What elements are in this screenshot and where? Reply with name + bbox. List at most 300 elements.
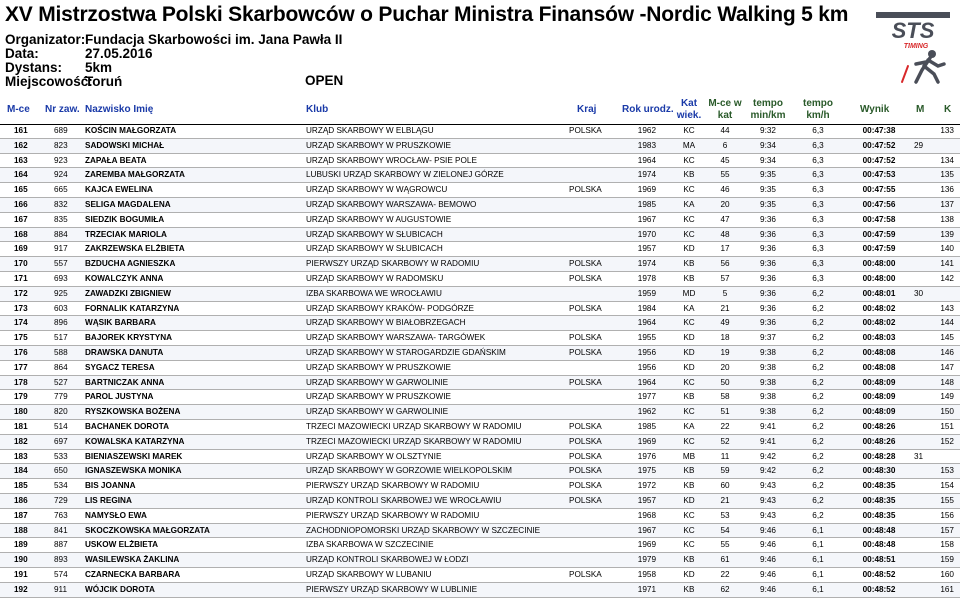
table-cell: 6,2	[812, 436, 824, 446]
table-cell: URZĄD SKARBOWY W PRUSZKOWIE	[306, 140, 451, 150]
table-cell: 923	[54, 155, 68, 165]
table-row	[0, 376, 960, 391]
table-cell: 650	[54, 466, 68, 476]
table-cell: 150	[940, 407, 954, 417]
table-cell: 9:43	[760, 495, 776, 505]
table-cell: 603	[54, 303, 68, 313]
table-cell: USKOW ELŻBIETA	[85, 540, 159, 550]
meta-label: Organizator:	[5, 32, 86, 47]
table-cell: 47	[720, 214, 730, 224]
table-cell: PIERWSZY URZĄD SKARBOWY W LUBLINIE	[306, 584, 478, 594]
table-row	[0, 257, 960, 272]
table-cell: 134	[940, 155, 954, 165]
table-row	[0, 464, 960, 479]
table-row	[0, 405, 960, 420]
table-cell: SKOCZKOWSKA MAŁGORZATA	[85, 525, 210, 535]
table-cell: WASILEWSKA ŻAKLINA	[85, 555, 180, 565]
table-cell: 1956	[637, 362, 656, 372]
table-cell: 56	[720, 259, 730, 269]
table-cell: 574	[54, 569, 68, 579]
table-cell: SYGACZ TERESA	[85, 362, 155, 372]
table-cell: 693	[54, 273, 68, 283]
table-cell: 1969	[637, 540, 656, 550]
table-cell: 141	[940, 259, 954, 269]
table-cell: 57	[720, 273, 730, 283]
table-cell: 1971	[637, 584, 656, 594]
table-cell: 533	[54, 451, 68, 461]
table-row	[0, 346, 960, 361]
table-cell: 9:35	[760, 199, 776, 209]
table-cell: MB	[682, 451, 696, 461]
table-cell: 19	[720, 347, 730, 357]
table-cell: 45	[720, 155, 730, 165]
table-cell: 00:47:52	[862, 140, 896, 150]
table-cell: 729	[54, 495, 68, 505]
table-cell: SELIGA MAGDALENA	[85, 199, 171, 209]
table-cell: 9:36	[760, 229, 776, 239]
table-cell: 44	[720, 126, 730, 135]
table-cell: 1970	[637, 229, 656, 239]
table-cell: 9:41	[760, 421, 776, 431]
table-cell: 59	[720, 466, 730, 476]
table-cell: 161	[14, 126, 28, 135]
table-cell: TRZECIAK MARIOLA	[85, 229, 167, 239]
table-cell: 31	[914, 451, 924, 461]
table-cell: KC	[683, 436, 695, 446]
table-cell: KC	[683, 214, 695, 224]
table-cell: 189	[14, 540, 28, 550]
table-cell: 137	[940, 199, 954, 209]
table-cell: 6,3	[812, 259, 824, 269]
table-cell: 6,3	[812, 155, 824, 165]
table-cell: 48	[720, 229, 730, 239]
table-cell: 517	[54, 333, 68, 343]
table-cell: POLSKA	[569, 333, 602, 343]
table-cell: 145	[940, 333, 954, 343]
table-cell: 182	[14, 436, 28, 446]
table-cell: 1958	[637, 569, 656, 579]
table-cell: 6,3	[812, 229, 824, 239]
table-cell: KD	[683, 244, 695, 254]
meta-value: 5km	[85, 60, 113, 75]
table-cell: 54	[720, 525, 730, 535]
table-row	[0, 213, 960, 228]
table-cell: 6,2	[812, 421, 824, 431]
col-mcew: M-ce w	[708, 98, 742, 109]
table-cell: 18	[720, 333, 730, 343]
table-row	[0, 494, 960, 509]
table-cell: KA	[683, 199, 695, 209]
table-cell: 1955	[637, 333, 656, 343]
table-cell: 143	[940, 303, 954, 313]
table-cell: 58	[720, 392, 730, 402]
table-cell: 00:47:52	[862, 155, 896, 165]
table-cell: KB	[683, 170, 695, 180]
category-label: OPEN	[305, 73, 344, 88]
table-cell: 925	[54, 288, 68, 298]
table-cell: POLSKA	[569, 185, 602, 195]
table-row	[0, 361, 960, 376]
table-cell: ZAREMBA MAŁGORZATA	[85, 170, 185, 180]
table-cell: 138	[940, 214, 954, 224]
table-cell: POLSKA	[569, 466, 602, 476]
table-cell: POLSKA	[569, 481, 602, 491]
table-cell: URZĄD SKARBOWY W SŁUBICACH	[306, 229, 443, 239]
table-cell: URZĄD SKARBOWY W PRUSZKOWIE	[306, 362, 451, 372]
table-row	[0, 316, 960, 331]
table-cell: WĄSIK BARBARA	[85, 318, 156, 328]
table-cell: 514	[54, 421, 68, 431]
table-cell: KA	[683, 303, 695, 313]
table-cell: 171	[14, 273, 28, 283]
table-cell: 00:47:59	[862, 229, 896, 239]
table-cell: TRZECI MAZOWIECKI URZĄD SKARBOWY W RADOMIU	[306, 436, 522, 446]
table-cell: 186	[14, 495, 28, 505]
table-cell: 1968	[637, 510, 656, 520]
table-cell: 665	[54, 185, 68, 195]
table-cell: 179	[14, 392, 28, 402]
table-cell: 9:38	[760, 362, 776, 372]
table-cell: 9:36	[760, 259, 776, 269]
table-cell: 9:46	[760, 525, 776, 535]
table-cell: 1967	[637, 214, 656, 224]
table-cell: 62	[720, 584, 730, 594]
table-cell: 1957	[637, 495, 656, 505]
table-cell: 6,3	[812, 214, 824, 224]
table-cell: 1976	[637, 451, 656, 461]
table-cell: 924	[54, 170, 68, 180]
table-cell: 6,3	[812, 273, 824, 283]
table-cell: 6,1	[812, 555, 824, 565]
results-table	[0, 124, 960, 598]
table-cell: 00:48:48	[862, 525, 896, 535]
table-cell: 6,1	[812, 525, 824, 535]
table-cell: 884	[54, 229, 68, 239]
table-cell: 1979	[637, 555, 656, 565]
table-cell: 697	[54, 436, 68, 446]
table-cell: 20	[720, 362, 730, 372]
col-kat-sub: wiek.	[676, 110, 702, 121]
table-cell: 1983	[637, 140, 656, 150]
table-cell: 9:35	[760, 170, 776, 180]
table-cell: 9:42	[760, 466, 776, 476]
table-cell: IZBA SKARBOWA W SZCZECINIE	[306, 540, 434, 550]
table-cell: URZĄD SKARBOWY W STAROGARDZIE GDAŃSKIM	[306, 347, 506, 357]
table-cell: 557	[54, 259, 68, 269]
table-cell: 6,1	[812, 540, 824, 550]
table-cell: 9:43	[760, 481, 776, 491]
table-cell: 1957	[637, 244, 656, 254]
table-cell: 139	[940, 229, 954, 239]
table-cell: 1964	[637, 377, 656, 387]
table-cell: 157	[940, 525, 954, 535]
table-cell: 6,2	[812, 347, 824, 357]
table-row	[0, 139, 960, 154]
table-cell: 46	[720, 185, 730, 195]
table-cell: 1969	[637, 436, 656, 446]
table-cell: 823	[54, 140, 68, 150]
table-row	[0, 538, 960, 553]
table-cell: KC	[683, 525, 695, 535]
table-cell: 187	[14, 510, 28, 520]
col-nr: Nr zaw.	[45, 104, 80, 115]
table-cell: 185	[14, 481, 28, 491]
table-cell: 6,3	[812, 140, 824, 150]
table-cell: URZĄD SKARBOWY W AUGUSTOWIE	[306, 214, 452, 224]
table-cell: 6	[722, 140, 728, 150]
table-cell: 1969	[637, 185, 656, 195]
table-cell: 820	[54, 407, 68, 417]
table-cell: 1974	[637, 170, 656, 180]
table-cell: 00:48:09	[862, 392, 896, 402]
table-cell: 55	[720, 540, 730, 550]
table-cell: 527	[54, 377, 68, 387]
table-cell: URZĄD SKARBOWY WARSZAWA- BEMOWO	[306, 199, 477, 209]
table-cell: 832	[54, 199, 68, 209]
table-cell: 6,2	[812, 481, 824, 491]
table-cell: 173	[14, 303, 28, 313]
table-cell: 9:42	[760, 451, 776, 461]
page-title: XV Mistrzostwa Polski Skarbowców o Puchar Ministra Finansów -Nordic Walking 5 km	[5, 3, 849, 26]
table-cell: SADOWSKI MICHAŁ	[85, 140, 165, 150]
table-cell: 9:36	[760, 273, 776, 283]
table-cell: 9:34	[760, 155, 776, 165]
table-cell: URZĄD SKARBOWY W ELBLĄGU	[306, 126, 434, 135]
table-cell: 133	[940, 126, 954, 135]
table-cell: 00:48:48	[862, 540, 896, 550]
table-cell: POLSKA	[569, 377, 602, 387]
table-cell: 00:47:59	[862, 244, 896, 254]
table-cell: LUBUSKI URZĄD SKARBOWY W ZIELONEJ GÓRZE	[306, 170, 504, 180]
table-cell: 887	[54, 540, 68, 550]
table-cell: 00:47:53	[862, 170, 896, 180]
table-row	[0, 450, 960, 465]
table-row	[0, 553, 960, 568]
table-cell: 164	[14, 170, 28, 180]
table-cell: KB	[683, 584, 695, 594]
table-cell: 00:48:08	[862, 347, 896, 357]
table-cell: 180	[14, 407, 28, 417]
table-cell: 174	[14, 318, 28, 328]
table-cell: 191	[14, 569, 28, 579]
table-cell: RYSZKOWSKA BOŻENA	[85, 407, 181, 417]
table-row	[0, 183, 960, 198]
table-cell: 6,3	[812, 126, 824, 135]
table-cell: 136	[940, 185, 954, 195]
table-cell: 763	[54, 510, 68, 520]
table-cell: KB	[683, 273, 695, 283]
table-cell: KA	[683, 421, 695, 431]
table-cell: 588	[54, 347, 68, 357]
table-cell: 893	[54, 555, 68, 565]
table-cell: 00:48:35	[862, 510, 896, 520]
table-cell: 6,1	[812, 569, 824, 579]
table-cell: 176	[14, 347, 28, 357]
table-cell: ZACHODNIOPOMORSKI URZĄD SKARBOWY W SZCZECINIE	[306, 525, 541, 535]
table-cell: 160	[940, 569, 954, 579]
table-cell: 1978	[637, 273, 656, 283]
table-cell: 00:48:35	[862, 481, 896, 491]
sts-timing-logo-icon	[872, 8, 954, 84]
table-cell: POLSKA	[569, 273, 602, 283]
table-cell: KB	[683, 259, 695, 269]
table-cell: 9:38	[760, 347, 776, 357]
table-cell: KOWALSKA KATARZYNA	[85, 436, 185, 446]
table-cell: 00:48:30	[862, 466, 896, 476]
table-cell: ZAKRZEWSKA ELŻBIETA	[85, 244, 185, 254]
table-cell: 165	[14, 185, 28, 195]
table-cell: KB	[683, 555, 695, 565]
table-cell: 00:48:28	[862, 451, 896, 461]
table-cell: URZĄD SKARBOWY W OLSZTYNIE	[306, 451, 442, 461]
table-cell: KD	[683, 495, 695, 505]
table-cell: 6,3	[812, 244, 824, 254]
col-country: Kraj	[577, 104, 597, 115]
table-cell: 1974	[637, 259, 656, 269]
table-cell: 135	[940, 170, 954, 180]
table-cell: URZĄD SKARBOWY WROCŁAW- PSIE POLE	[306, 155, 477, 165]
table-cell: PIERWSZY URZĄD SKARBOWY W RADOMIU	[306, 481, 480, 491]
table-cell: 9:35	[760, 185, 776, 195]
col-mce: M-ce	[7, 104, 30, 115]
col-tempo1: tempo	[753, 98, 783, 109]
table-cell: 6,2	[812, 392, 824, 402]
table-cell: 170	[14, 259, 28, 269]
col-k: K	[944, 104, 952, 115]
table-cell: 00:48:08	[862, 362, 896, 372]
table-row	[0, 435, 960, 450]
table-cell: PIERWSZY URZĄD SKARBOWY W RADOMIU	[306, 259, 480, 269]
table-cell: 00:48:02	[862, 303, 896, 313]
table-cell: POLSKA	[569, 451, 602, 461]
table-cell: 1975	[637, 466, 656, 476]
table-cell: 1964	[637, 155, 656, 165]
table-cell: 9:32	[760, 126, 776, 135]
table-cell: 9:46	[760, 540, 776, 550]
table-header	[0, 92, 960, 125]
table-cell: 1956	[637, 347, 656, 357]
table-row	[0, 420, 960, 435]
table-cell: 1985	[637, 199, 656, 209]
table-cell: BIENIASZEWSKI MAREK	[85, 451, 183, 461]
table-cell: 158	[940, 540, 954, 550]
table-cell: KB	[683, 466, 695, 476]
table-cell: URZĄD SKARBOWY W SŁUBICACH	[306, 244, 443, 254]
table-cell: KC	[683, 377, 695, 387]
table-cell: TRZECI MAZOWIECKI URZĄD SKARBOWY W RADOMIU	[306, 421, 522, 431]
col-mcew-sub: kat	[717, 110, 733, 121]
table-cell: 168	[14, 229, 28, 239]
table-cell: 6,2	[812, 495, 824, 505]
meta-value: Toruń	[85, 74, 123, 89]
table-cell: 6,2	[812, 510, 824, 520]
table-row	[0, 479, 960, 494]
table-cell: 00:48:00	[862, 273, 896, 283]
table-cell: 00:48:51	[862, 555, 896, 565]
meta-value: Fundacja Skarbowości im. Jana Pawła II	[85, 32, 343, 47]
table-cell: 1977	[637, 392, 656, 402]
table-row	[0, 331, 960, 346]
meta-label: Dystans:	[5, 60, 63, 75]
table-cell: 6,3	[812, 185, 824, 195]
table-cell: KC	[683, 229, 695, 239]
table-cell: 6,2	[812, 318, 824, 328]
table-cell: 6,2	[812, 407, 824, 417]
table-cell: 00:48:09	[862, 377, 896, 387]
table-row	[0, 390, 960, 405]
table-cell: KC	[683, 318, 695, 328]
table-cell: 5	[722, 288, 728, 298]
table-cell: 1985	[637, 421, 656, 431]
table-cell: KC	[683, 185, 695, 195]
table-row	[0, 568, 960, 583]
table-cell: 55	[720, 170, 730, 180]
logo-sub: TIMING	[903, 43, 929, 50]
table-cell: 9:38	[760, 392, 776, 402]
table-row	[0, 509, 960, 524]
table-cell: 779	[54, 392, 68, 402]
table-cell: 9:41	[760, 436, 776, 446]
table-cell: 00:48:01	[862, 288, 896, 298]
table-row	[0, 154, 960, 169]
meta-label: Data:	[5, 46, 39, 61]
table-row	[0, 124, 960, 139]
table-cell: 49	[720, 318, 730, 328]
table-row	[0, 302, 960, 317]
table-cell: 17	[720, 244, 730, 254]
table-cell: 00:48:09	[862, 407, 896, 417]
table-cell: 175	[14, 333, 28, 343]
table-cell: URZĄD SKARBOWY WARSZAWA- TARGÓWEK	[306, 333, 486, 343]
table-cell: 53	[720, 510, 730, 520]
table-cell: 9:38	[760, 407, 776, 417]
table-cell: URZĄD SKARBOWY KRAKÓW- PODGÓRZE	[306, 303, 475, 313]
table-row	[0, 524, 960, 539]
table-cell: POLSKA	[569, 259, 602, 269]
table-cell: NAMYSŁO EWA	[85, 510, 147, 520]
table-cell: 184	[14, 466, 28, 476]
table-cell: KB	[683, 392, 695, 402]
table-cell: 1959	[637, 288, 656, 298]
table-cell: URZĄD KONTROLI SKARBOWEJ W ŁODZI	[306, 555, 469, 565]
col-tempo1-sub: min/km	[750, 110, 786, 121]
table-cell: IGNASZEWSKA MONIKA	[85, 466, 182, 476]
meta-label: Miejscowość:	[5, 74, 93, 89]
table-cell: 6,1	[812, 584, 824, 594]
table-cell: 178	[14, 377, 28, 387]
table-cell: 6,3	[812, 170, 824, 180]
table-cell: KC	[683, 510, 695, 520]
table-row	[0, 287, 960, 302]
meta-distance	[5, 60, 112, 75]
table-cell: 9:38	[760, 377, 776, 387]
table-cell: 896	[54, 318, 68, 328]
table-cell: 29	[914, 140, 924, 150]
table-cell: 144	[940, 318, 954, 328]
table-cell: 152	[940, 436, 954, 446]
table-cell: MA	[682, 140, 696, 150]
table-cell: SIEDZIK BOGUMIŁA	[85, 214, 165, 224]
table-row	[0, 228, 960, 243]
table-cell: 51	[720, 407, 730, 417]
meta-place	[5, 74, 122, 89]
table-cell: URZĄD SKARBOWY W RADOMSKU	[306, 273, 444, 283]
table-cell: 30	[914, 288, 924, 298]
table-cell: POLSKA	[569, 436, 602, 446]
col-tempo2: tempo	[803, 98, 833, 109]
table-cell: 864	[54, 362, 68, 372]
table-cell: PIERWSZY URZĄD SKARBOWY W RADOMIU	[306, 510, 480, 520]
